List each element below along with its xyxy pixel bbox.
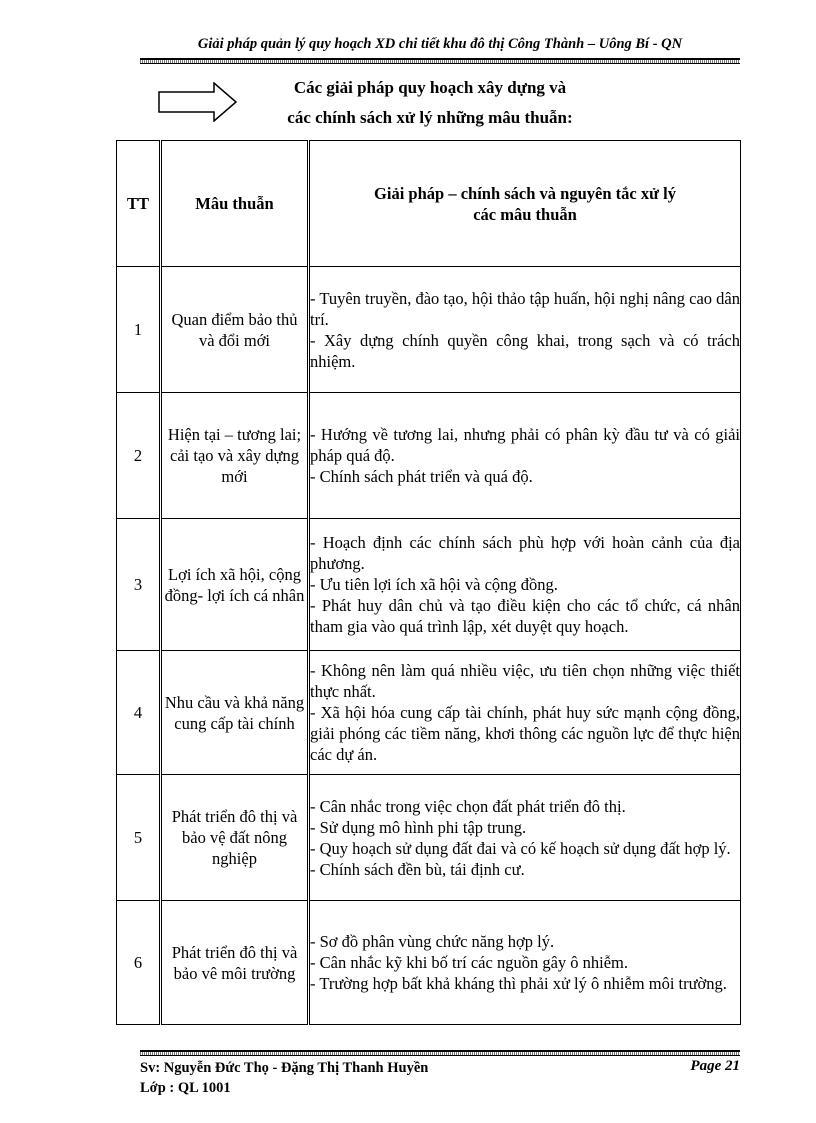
arrow-right-icon	[158, 82, 238, 122]
page-number: Page 21	[690, 1058, 740, 1074]
header-tt: TT	[117, 141, 161, 267]
header-title: Giải pháp quản lý quy hoạch XD chi tiết khu đô thị Công Thành – Uông Bí - QN	[197, 36, 683, 52]
row-issue: Phát triển đô thị và bảo vệ đất nông nghiệp	[161, 775, 309, 901]
row-issue: Quan điểm bảo thủ và đổi mới	[161, 267, 309, 393]
table-row	[117, 651, 741, 775]
row-solution	[309, 775, 741, 901]
footer-authors: Sv: Nguyễn Đức Thọ - Đặng Thị Thanh Huyền	[140, 1060, 429, 1076]
solution-item: - Cân nhắc trong việc chọn đất phát triển đô thị.	[310, 796, 626, 816]
row-solution	[309, 651, 741, 775]
solution-item: - Chính sách đền bù, tái định cư.	[310, 859, 525, 879]
section-heading-line2: các chính sách xử lý những mâu thuẫn:	[287, 108, 573, 127]
row-solution	[309, 901, 741, 1025]
solution-item: - Sơ đồ phân vùng chức năng hợp lý.	[310, 932, 555, 951]
row-issue: Lợi ích xã hội, cộng đồng- lợi ích cá nhân	[161, 519, 309, 651]
row-issue: Hiện tại – tương lai; cải tạo và xây dựng mới	[161, 393, 309, 519]
solution-item: - Hướng về tương lai, nhưng phải có phân kỳ đầu tư và có giải pháp quá độ.	[310, 425, 740, 465]
solution-item: - Quy hoạch sử dụng đất đai và có kế hoạch sử dụng đất hợp lý.	[310, 838, 731, 858]
solution-item: - Xây dựng chính quyền công khai, trong sạch và có trách nhiệm.	[310, 330, 740, 371]
solution-item: - Ưu tiên lợi ích xã hội và cộng đồng.	[310, 575, 558, 594]
table-row	[117, 393, 741, 519]
solution-item: - Phát huy dân chủ và tạo điều kiện cho các tổ chức, cá nhân tham gia vào quá trình lập, xét duyệt quy hoạch.	[310, 596, 740, 636]
solution-item: - Xã hội hóa cung cấp tài chính, phát huy sức mạnh cộng đồng, giải phóng các tiềm năng, khơi thông các nguồn lực để thực hiện các dự án.	[310, 703, 740, 764]
section-heading-line1: Các giải pháp quy hoạch xây dựng và	[293, 78, 567, 97]
row-solution	[309, 267, 741, 393]
row-number: 5	[117, 775, 161, 901]
footer-info	[140, 1058, 428, 1098]
row-number: 1	[117, 267, 161, 393]
solution-item: - Cân nhắc kỹ khi bố trí các nguồn gây ô nhiễm.	[310, 953, 629, 972]
row-number: 3	[117, 519, 161, 651]
footer-divider	[140, 1050, 740, 1056]
row-solution	[309, 519, 741, 651]
header-solution	[309, 141, 741, 267]
row-number: 4	[117, 651, 161, 775]
footer-class: Lớp : QL 1001	[140, 1080, 231, 1096]
table-row	[117, 267, 741, 393]
row-issue: Nhu cầu và khả năng cung cấp tài chính	[161, 651, 309, 775]
solution-item: - Trường hợp bất khả kháng thì phải xử lý ô nhiễm môi trường.	[310, 974, 727, 993]
solution-item: - Tuyên truyền, đào tạo, hội thảo tập huấn, hội nghị nâng cao dân trí.	[310, 288, 740, 329]
row-issue: Phát triển đô thị và bảo vê môi trường	[161, 901, 309, 1025]
table-header-row	[117, 141, 741, 267]
table-row	[117, 775, 741, 901]
conflict-solutions-table	[116, 140, 741, 1025]
row-number: 6	[117, 901, 161, 1025]
table-row	[117, 519, 741, 651]
solution-item: - Hoạch định các chính sách phù hợp với hoàn cảnh của địa phương.	[310, 533, 740, 573]
header-issue: Mâu thuẫn	[161, 141, 309, 267]
row-number: 2	[117, 393, 161, 519]
header-divider	[140, 58, 740, 64]
header-solution-line1: Giải pháp – chính sách và nguyên tắc xử lý	[374, 183, 676, 203]
table-row	[117, 901, 741, 1025]
header-solution-line2: các mâu thuẫn	[473, 204, 577, 224]
solution-item: - Sử dụng mô hình phi tập trung.	[310, 817, 527, 837]
solution-item: - Không nên làm quá nhiều việc, ưu tiên chọn những việc thiết thực nhất.	[310, 661, 740, 701]
row-solution	[309, 393, 741, 519]
solution-item: - Chính sách phát triển và quá độ.	[310, 467, 533, 486]
